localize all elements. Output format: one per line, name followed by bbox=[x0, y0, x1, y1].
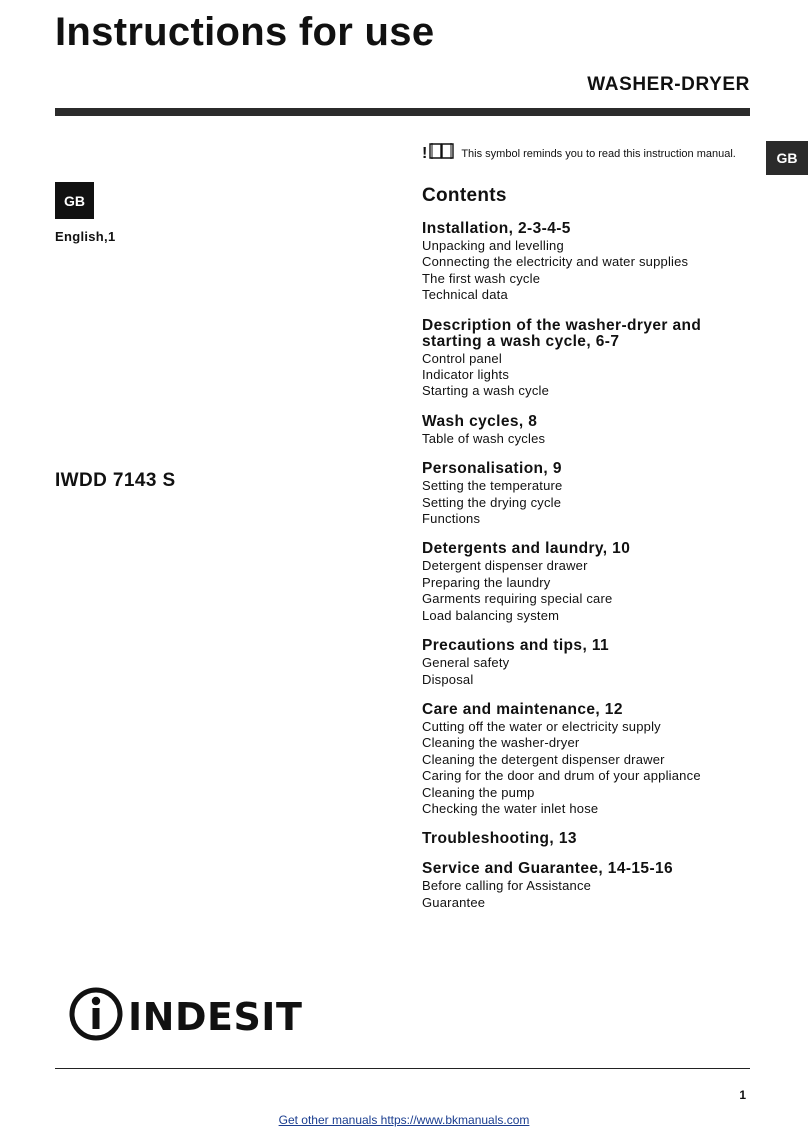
model-number: IWDD 7143 S bbox=[55, 470, 176, 491]
toc-section-title: Installation, 2-3-4-5 bbox=[422, 220, 571, 237]
notice-text: This symbol reminds you to read this instruction manual. bbox=[461, 147, 736, 160]
toc-section bbox=[422, 638, 752, 688]
toc-section bbox=[422, 461, 752, 527]
toc-item: Unpacking and levelling bbox=[422, 238, 564, 253]
toc-section-title: Detergents and laundry, 10 bbox=[422, 540, 631, 558]
header-divider-bar bbox=[55, 108, 750, 116]
toc-section-title: Service and Guarantee, 14-15-16 bbox=[422, 860, 674, 878]
toc-item: Setting the temperature bbox=[422, 478, 563, 494]
toc-item: Indicator lights bbox=[422, 367, 510, 383]
toc-section bbox=[422, 414, 752, 447]
document-subtitle: WASHER-DRYER bbox=[587, 74, 750, 95]
brand-logo bbox=[68, 986, 302, 1047]
toc-item: Before calling for Assistance bbox=[422, 878, 592, 894]
toc-item: Garments requiring special care bbox=[422, 591, 613, 607]
book-icon bbox=[428, 142, 461, 165]
toc-item: Starting a wash cycle bbox=[422, 383, 550, 399]
toc-item: Preparing the laundry bbox=[422, 574, 551, 590]
toc-section bbox=[422, 831, 752, 847]
page-number: 1 bbox=[739, 1088, 746, 1102]
toc-section bbox=[422, 541, 752, 624]
toc-section-title: Personalisation, 9 bbox=[422, 460, 562, 478]
toc-item: Detergent dispenser drawer bbox=[422, 558, 588, 574]
toc-section bbox=[422, 318, 752, 400]
exclamation-symbol: ! bbox=[422, 144, 428, 162]
toc-section-title: Wash cycles, 8 bbox=[422, 412, 538, 430]
table-of-contents bbox=[422, 221, 752, 925]
toc-section bbox=[422, 221, 752, 304]
toc-item: Guarantee bbox=[422, 894, 486, 910]
manuals-link[interactable]: Get other manuals https://www.bkmanuals.com bbox=[278, 1113, 530, 1127]
indesit-logo-icon bbox=[68, 986, 124, 1047]
toc-item: Setting the drying cycle bbox=[422, 494, 562, 510]
toc-item: Checking the water inlet hose bbox=[422, 800, 599, 816]
toc-item: Load balancing system bbox=[422, 607, 560, 623]
language-label: English,1 bbox=[55, 229, 116, 244]
toc-item: Functions bbox=[422, 511, 481, 527]
toc-item: Cleaning the pump bbox=[422, 784, 535, 800]
footer-divider bbox=[55, 1068, 750, 1069]
toc-item: Control panel bbox=[422, 350, 502, 366]
toc-item: Cleaning the detergent dispenser drawer bbox=[422, 751, 665, 767]
toc-item: Technical data bbox=[422, 287, 508, 303]
toc-item: Connecting the electricity and water supplies bbox=[422, 254, 689, 270]
document-title: Instructions for use bbox=[55, 10, 435, 54]
toc-section-title: Care and maintenance, 12 bbox=[422, 700, 623, 718]
toc-item: Cleaning the washer-dryer bbox=[422, 735, 580, 751]
footer bbox=[0, 1113, 808, 1127]
language-badge: GB bbox=[55, 182, 94, 219]
toc-item: Table of wash cycles bbox=[422, 430, 546, 446]
toc-section-title: Precautions and tips, 11 bbox=[422, 637, 610, 655]
toc-item: The first wash cycle bbox=[422, 270, 541, 286]
contents-heading: Contents bbox=[422, 185, 507, 206]
toc-item: Cutting off the water or electricity supply bbox=[422, 718, 661, 734]
toc-item: General safety bbox=[422, 655, 510, 671]
toc-section-title: Troubleshooting, 13 bbox=[422, 830, 577, 848]
toc-section bbox=[422, 702, 752, 817]
toc-section-title: Description of the washer-dryer and starting a wash cycle, 6-7 bbox=[422, 316, 702, 350]
toc-item: Disposal bbox=[422, 671, 474, 687]
manual-notice bbox=[422, 142, 736, 165]
brand-name: INDESIT bbox=[128, 994, 303, 1039]
language-side-tab: GB bbox=[766, 141, 808, 175]
toc-section bbox=[422, 861, 752, 911]
toc-item: Caring for the door and drum of your appliance bbox=[422, 768, 701, 784]
